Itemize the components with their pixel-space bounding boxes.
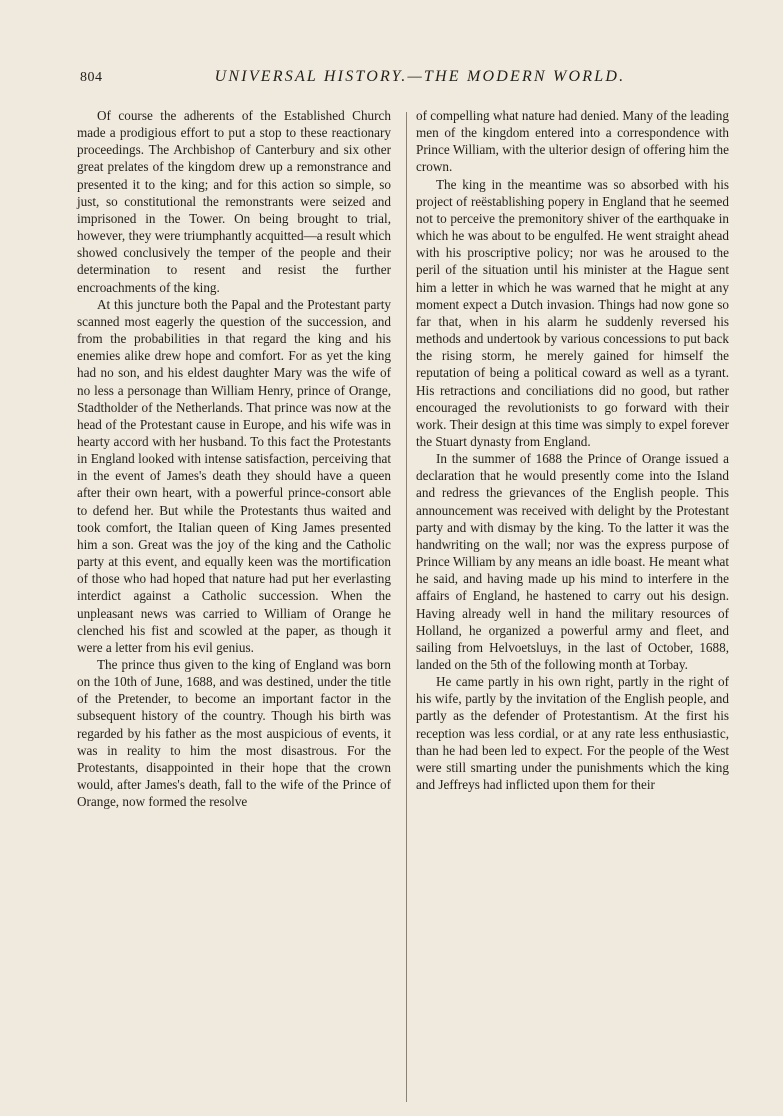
paragraph: The prince thus given to the king of England was born on the 10th of June, 1688, and was destined, under the title of the Pretender, to become an important factor in the subsequent history of the country. Though his birth was regarded by his father as the most auspicious of events, it was in reality to him the most disastrous. For the Protestants, disappointed in their hope that the crown would, after James's death, fall to the wife of the Prince of Orange, now formed the resolve [77, 657, 391, 810]
right-column [416, 107, 729, 793]
paragraph: Of course the adherents of the Established Church made a prodigious effort to put a stop to these reactionary proceedings. The Archbishop of Canterbury and six other great prelates of the kingdom drew up a remonstrance and presented it to the king; and for this action so simple, so just, so constitutional the remonstrants were seized and imprisoned in the Tower. On being brought to trial, however, they were triumphantly acquitted—a result which showed conclusively the temper of the people and their determination to resent and resist the further encroachments of the king. [77, 108, 391, 295]
paragraph: The king in the meantime was so absorbed with his project of reëstablishing popery in England that he seemed not to perceive the premonitory shiver of the earthquake in which he was about to be engulfed. He went straight ahead with his proscriptive policy; nor was he aroused to the peril of the situation until his minister at the Hague sent him a letter in which he was warned that he might at any moment expect a Dutch invasion. Things had now gone so far that, when in his alarm he suddenly reversed his methods and undertook by various concessions to put back the rising storm, he merely gained for himself the reputation of being a political coward as well as a tyrant. His retractions and conciliations did no good, but rather encouraged the revolutionists to go forward with their work. Their design at this time was simply to expel forever the Stuart dynasty from England. [416, 176, 729, 449]
left-column [77, 107, 391, 810]
paragraph: In the summer of 1688 the Prince of Orange issued a declaration that he would presently come into the Island and redress the grievances of the English people. This announcement was received with delight by the Protestant party and with dismay by the king. To the latter it was the handwriting on the wall; nor was the express purpose of Prince William by any means an idle boast. He meant what he said, and having made up his mind to interfere in the affairs of England, he hastened to carry out his design. Having already well in hand the military resources of Holland, he organized a powerful army and fleet, and sailing from Helvoetsluys, in the last of October, 1688, landed on the 5th of the following month at Torbay. [416, 451, 729, 672]
running-title: UNIVERSAL HISTORY.—THE MODERN WORLD. [214, 68, 626, 85]
paragraph: He came partly in his own right, partly in the right of his wife, partly by the invitation of the English people, and partly as the defender of Protestantism. At the first his reception was less cordial, or at any rate less enthusiastic, than he had been led to expect. For the people of the West were still smarting under the punishments which the king and Jeffreys had inflicted upon them for their [416, 674, 729, 793]
page-number: 804 [80, 70, 103, 85]
page-header [76, 64, 734, 90]
paragraph: At this juncture both the Papal and the Protestant party scanned most eagerly the question of the succession, and from the probabilities in that regard the king and his enemies alike drew hope and comfort. For as yet the king had no son, and his eldest daughter Mary was the wife of no less a personage than William Henry, prince of Orange, Stadtholder of the Netherlands. That prince was now at the head of the Protestant cause in Europe, and his wife was in hearty accord with her husband. To this fact the Protestants in England looked with intense satisfaction, perceiving that in the event of James's death they should have a queen after their own heart, with a powerful prince-consort able to defend her. But while the Protestants thus waited and took comfort, the Italian queen of King James presented him a son. Great was the joy of the king and the Catholic party at this event, and equally keen was the mortification of those who had hoped that nature had put her everlasting interdict against a Catholic succession. When the unpleasant news was carried to William of Orange he clenched his fist and scowled at the paper, as though it were a letter from his evil genius. [77, 296, 391, 655]
column-divider [406, 112, 407, 1102]
paragraph: of compelling what nature had denied. Many of the leading men of the kingdom entered into a correspondence with Prince William, with the ulterior design of offering him the crown. [416, 108, 729, 175]
